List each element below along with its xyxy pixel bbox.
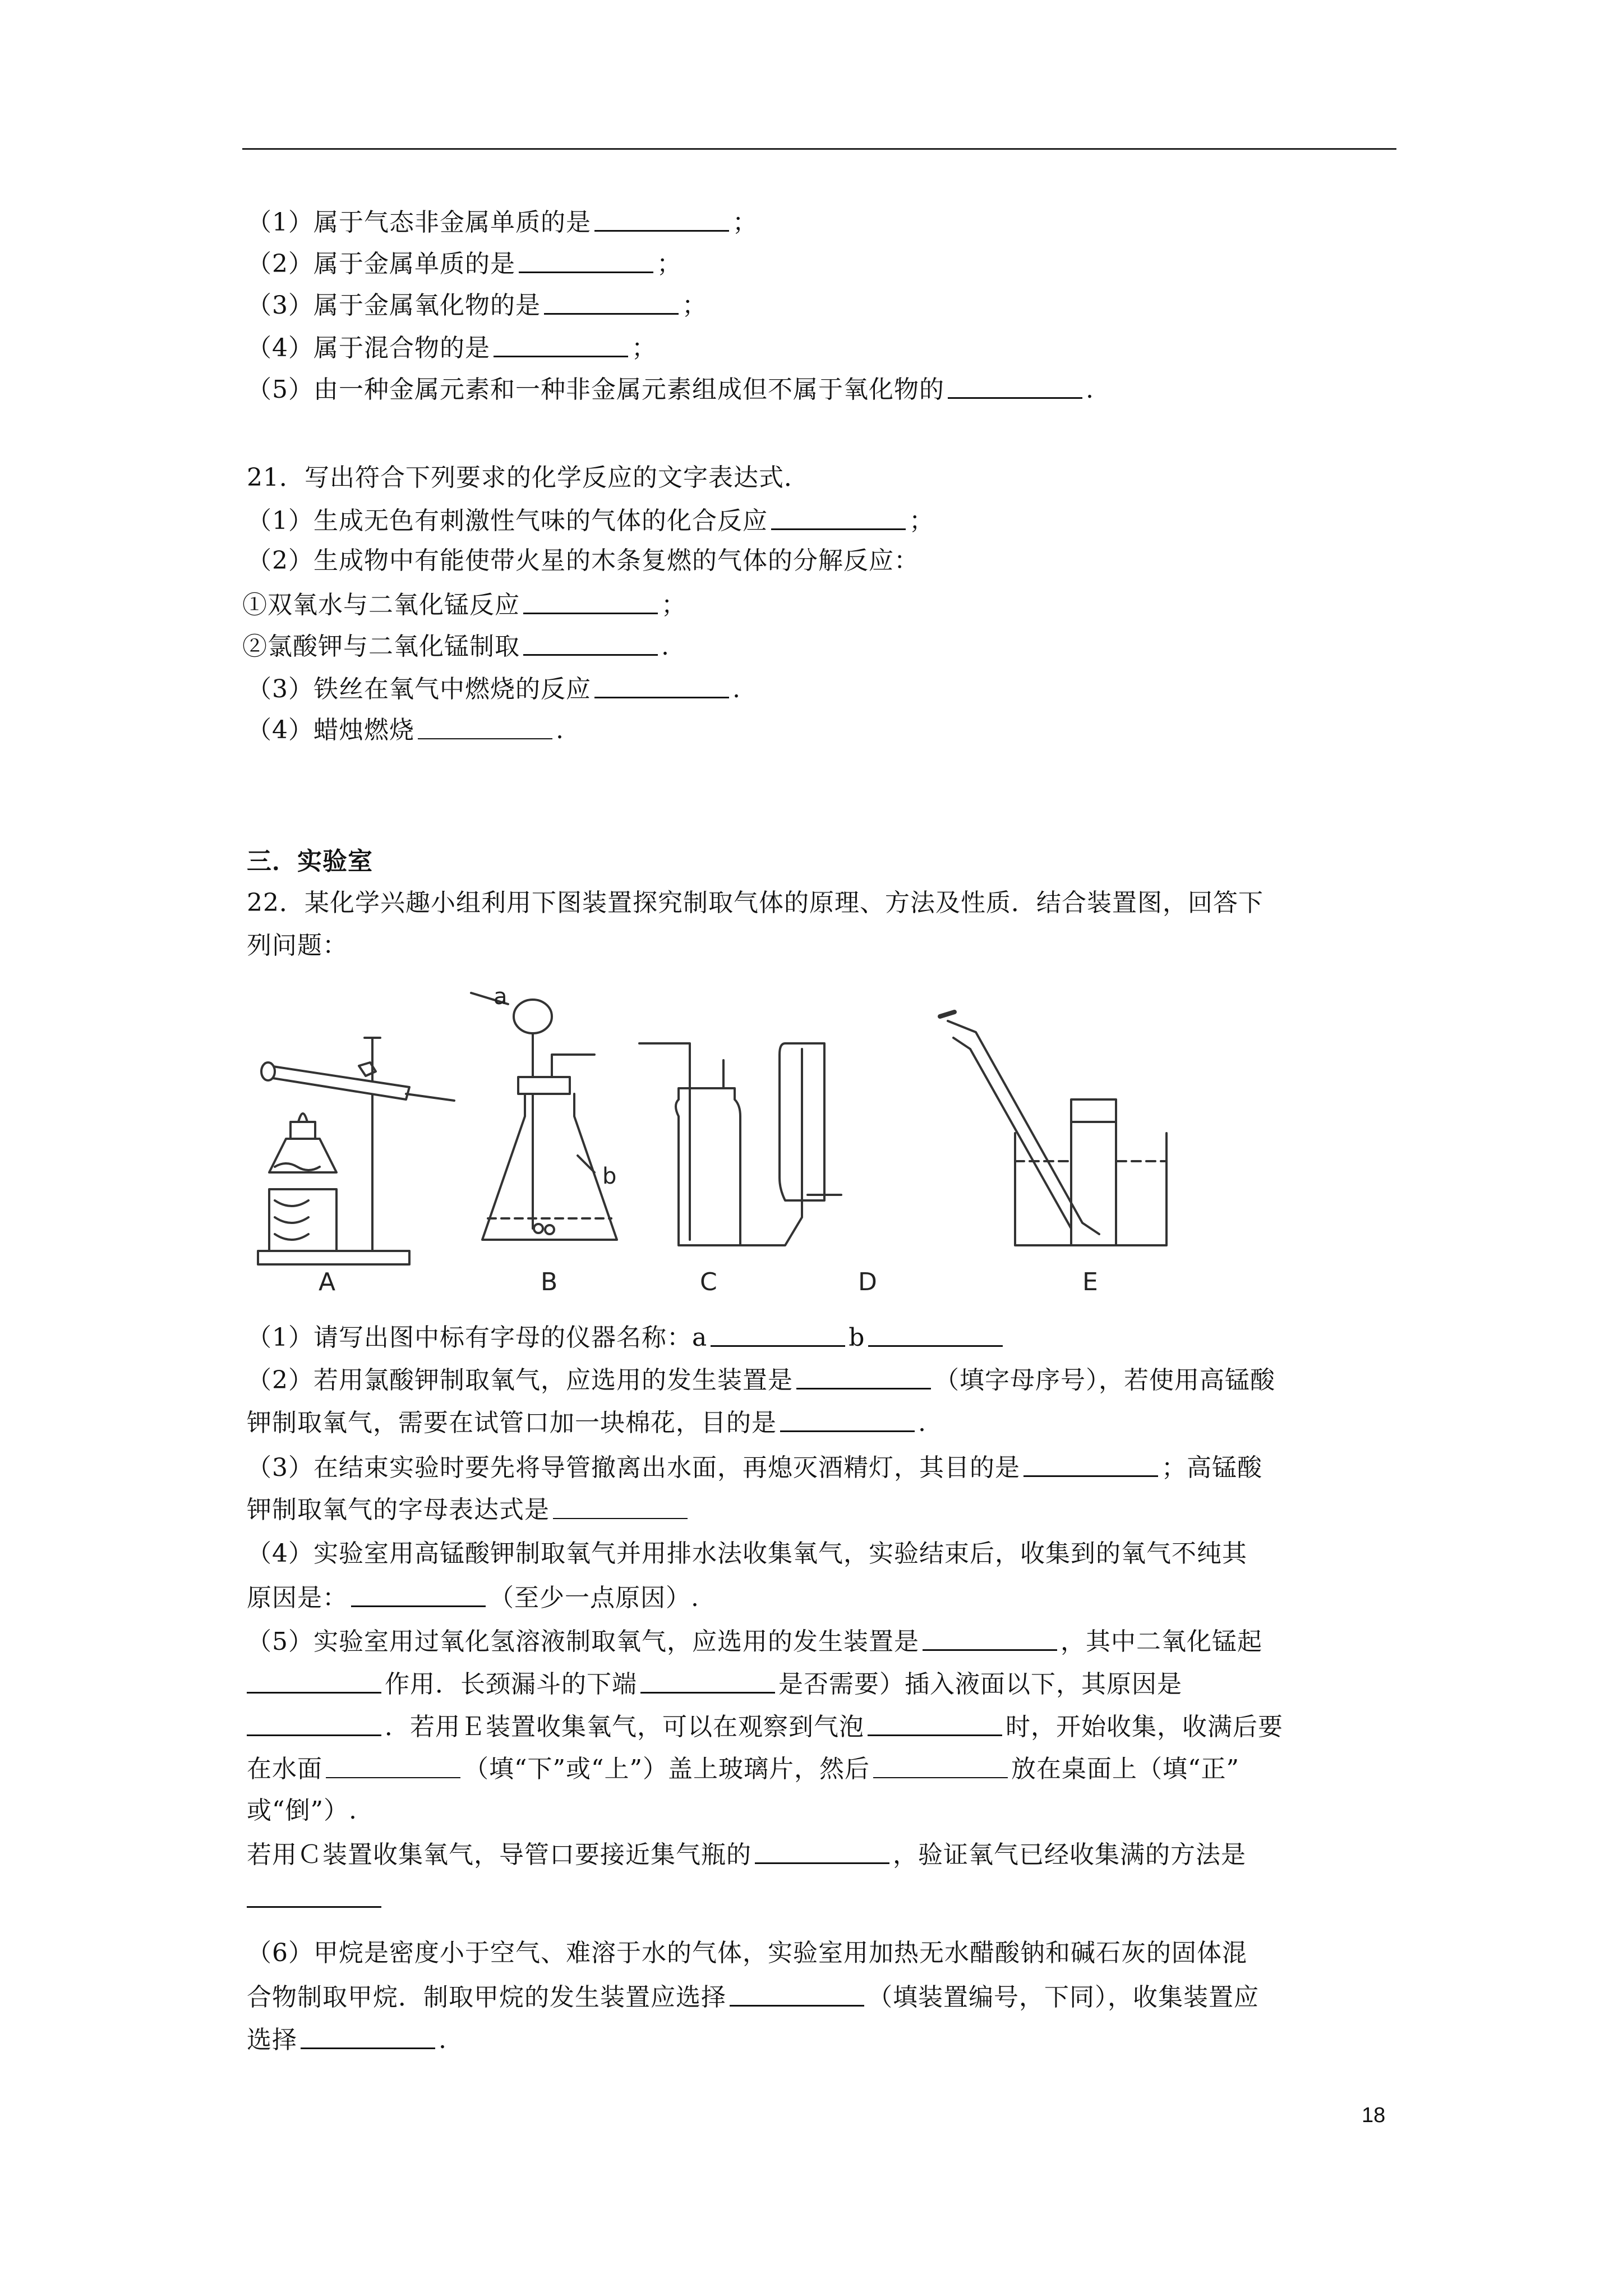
apparatus-figure <box>247 984 1189 1301</box>
apparatus-d <box>740 1043 841 1245</box>
answer-blank[interactable] <box>594 204 729 232</box>
figure-label-b: B <box>541 1268 558 1296</box>
question-line: （4）蜡烛燃烧 . <box>247 712 564 747</box>
question-line: （1）生成无色有刺激性气味的气体的化合反应 ； <box>247 503 934 538</box>
apparatus-b <box>471 993 617 1240</box>
question-line: （5）由一种金属元素和一种非金属元素组成但不属于氧化物的 . <box>247 371 1094 407</box>
part-label-b: b <box>602 1163 617 1189</box>
answer-blank[interactable] <box>1023 1450 1158 1477</box>
answer-blank[interactable] <box>351 1580 486 1607</box>
figure-label-c: C <box>700 1268 717 1296</box>
question-line: 作用．长颈漏斗的下端 是否需要）插入液面以下，其原因是 <box>247 1666 1182 1701</box>
answer-blank[interactable] <box>755 1837 889 1864</box>
question-line <box>247 1880 385 1916</box>
answer-blank[interactable] <box>544 287 679 315</box>
question-line: 合物制取甲烷．制取甲烷的发生装置应选择 （填装置编号，下同），收集装置应 <box>247 1979 1259 2014</box>
question-line: （2）属于金属单质的是 ； <box>247 246 682 281</box>
question-line: 原因是： （至少一点原因）. <box>247 1580 699 1615</box>
answer-blank[interactable] <box>326 1751 460 1778</box>
question-line: （3）铁丝在氧气中燃烧的反应 . <box>247 671 741 706</box>
question-line: 钾制取氧气，需要在试管口加一块棉花，目的是 . <box>247 1405 926 1440</box>
question-line: （4）实验室用高锰酸钾制取氧气并用排水法收集氧气，实验结束后，收集到的氧气不纯其 <box>247 1539 1247 1568</box>
answer-blank[interactable] <box>780 1405 915 1432</box>
answer-blank[interactable] <box>494 330 628 357</box>
header-rule <box>242 148 1396 150</box>
question-line: （2）生成物中有能使带火星的木条复燃的气体的分解反应： <box>247 546 919 575</box>
answer-blank[interactable] <box>873 1751 1008 1778</box>
question-line: （6）甲烷是密度小于空气、难溶于水的气体，实验室用加热无水醋酸钠和碱石灰的固体混 <box>247 1939 1247 1967</box>
page-number: 18 <box>1362 2104 1386 2127</box>
answer-blank[interactable] <box>553 1492 688 1519</box>
apparatus-e <box>940 1012 1166 1245</box>
question-line: 在水面 （填“下”或“上”）盖上玻璃片，然后 放在桌面上（填“正” <box>247 1751 1239 1786</box>
apparatus-diagram <box>247 987 1189 1301</box>
answer-blank[interactable] <box>640 1666 775 1694</box>
answer-blank[interactable] <box>301 2022 435 2049</box>
answer-blank[interactable] <box>948 371 1082 399</box>
answer-blank[interactable] <box>711 1319 845 1347</box>
answer-blank[interactable] <box>523 587 658 614</box>
question-line: 钾制取氧气的字母表达式是 <box>247 1492 691 1527</box>
answer-blank[interactable] <box>247 1666 381 1694</box>
answer-blank[interactable] <box>730 1979 864 2007</box>
answer-blank[interactable] <box>771 503 906 530</box>
question-line: （4）属于混合物的是 ； <box>247 330 657 365</box>
question-line: 或“倒”）. <box>247 1796 357 1825</box>
figure-label-e: E <box>1082 1268 1098 1296</box>
question-line: （3）属于金属氧化物的是 ； <box>247 287 707 323</box>
question-22-intro: 22．某化学兴趣小组利用下图装置探究制取气体的原理、方法及性质．结合装置图，回答下 <box>247 889 1264 917</box>
question-line: ．若用Ｅ装置收集氧气，可以在观察到气泡 时，开始收集，收满后要 <box>247 1709 1283 1744</box>
question-line: （1）属于气态非金属单质的是 ； <box>247 204 758 240</box>
question-line: （2）若用氯酸钾制取氧气，应选用的发生装置是 （填字母序号），若使用高锰酸 <box>247 1362 1275 1397</box>
question-line: （5）实验室用过氧化氢溶液制取氧气，应选用的发生装置是 ，其中二氧化锰起 <box>247 1623 1262 1659</box>
figure-label-d: D <box>858 1268 877 1296</box>
question-line: 若用Ｃ装置收集氧气，导管口要接近集气瓶的 ，验证氧气已经收集满的方法是 <box>247 1837 1246 1872</box>
answer-blank[interactable] <box>796 1362 931 1389</box>
section-heading: 三．实验室 <box>247 847 373 876</box>
figure-label-a: A <box>319 1268 336 1296</box>
question-line: 选择 . <box>247 2022 447 2057</box>
part-label-a: a <box>494 984 508 1010</box>
question-line: （3）在结束实验时要先将导管撤离出水面，再熄灭酒精灯，其目的是 ；高锰酸 <box>247 1450 1262 1485</box>
question-21-title: 21．写出符合下列要求的化学反应的文字表达式． <box>247 463 809 492</box>
answer-blank[interactable] <box>868 1709 1002 1736</box>
apparatus-c <box>639 1043 740 1245</box>
answer-blank[interactable] <box>247 1880 381 1908</box>
answer-blank[interactable] <box>923 1623 1057 1651</box>
apparatus-a <box>258 1038 454 1264</box>
question-22-intro: 列问题： <box>247 931 348 960</box>
question-line: （1）请写出图中标有字母的仪器名称：a b <box>247 1319 1006 1355</box>
answer-blank[interactable] <box>594 671 729 698</box>
answer-blank[interactable] <box>523 628 658 656</box>
answer-blank[interactable] <box>418 712 552 739</box>
answer-blank[interactable] <box>519 246 653 273</box>
question-line: ①双氧水与二氧化锰反应 ； <box>242 587 686 622</box>
answer-blank[interactable] <box>247 1709 381 1736</box>
answer-blank[interactable] <box>868 1319 1003 1347</box>
question-line: ②氯酸钾与二氧化锰制取 . <box>242 628 670 664</box>
